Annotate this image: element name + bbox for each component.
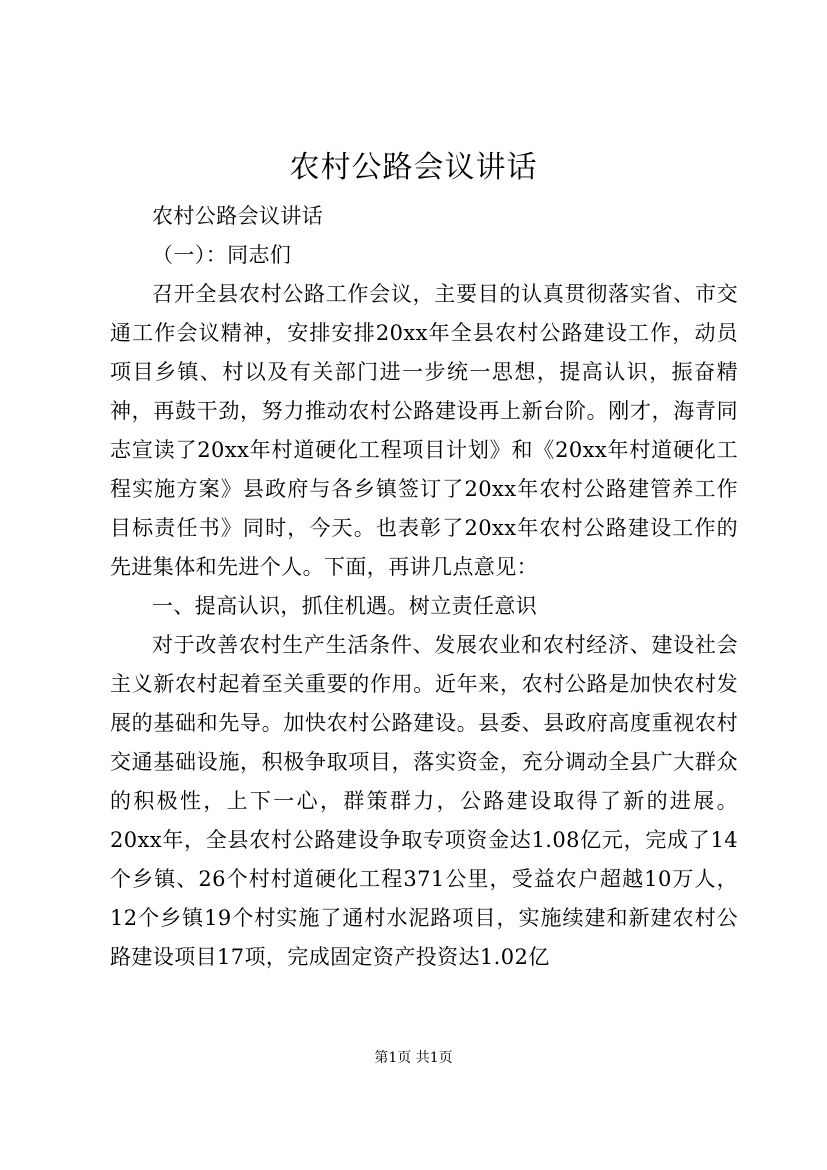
salutation-paragraph: （一）：同志们: [152, 243, 292, 267]
page-footer: 第1页 共1页: [374, 1050, 453, 1066]
document-title: 农村公路会议讲话: [289, 150, 538, 185]
document-body: [110, 197, 738, 977]
body-paragraph: 对于改善农村生产生活条件、发展农业和农村经济、建设社会主义新农村起着至关重要的作用。近年来，农村公路是加快农村发展的基础和先导。加快农村公路建设。县委、县政府高度重视农村交通基础设施，积极争取项目，落实资金，充分调动全县广大群众的积极性，上下一心，群策群力，公路建设取得了新的进展。20xx年，全县农村公路建设争取专项资金达1.08亿元，完成了14个乡镇、26个村村道硬化工程371公里，受益农户超越10万人，12个乡镇19个村实施了通村水泥路项目，实施续建和新建农村公路建设项目17项，完成固定资产投资达1.02亿: [110, 633, 738, 969]
section-heading: 一、提高认识，抓住机遇。树立责任意识: [152, 594, 538, 618]
body-paragraph: 召开全县农村公路工作会议，主要目的认真贯彻落实省、市交通工作会议精神，安排安排20xx年全县农村公路建设工作，动员项目乡镇、村以及有关部门进一步统一思想，提高认识，振奋精神，再鼓干劲，努力推动农村公路建设再上新台阶。刚才，海青同志宣读了20xx年村道硬化工程项目计划》和《20xx年村道硬化工程实施方案》县政府与各乡镇签订了20xx年农村公路建管养工作目标责任书》同时，今天。也表彰了20xx年农村公路建设工作的先进集体和先进个人。下面，再讲几点意见：: [110, 282, 738, 579]
subtitle-paragraph: 农村公路会议讲话: [152, 204, 324, 228]
